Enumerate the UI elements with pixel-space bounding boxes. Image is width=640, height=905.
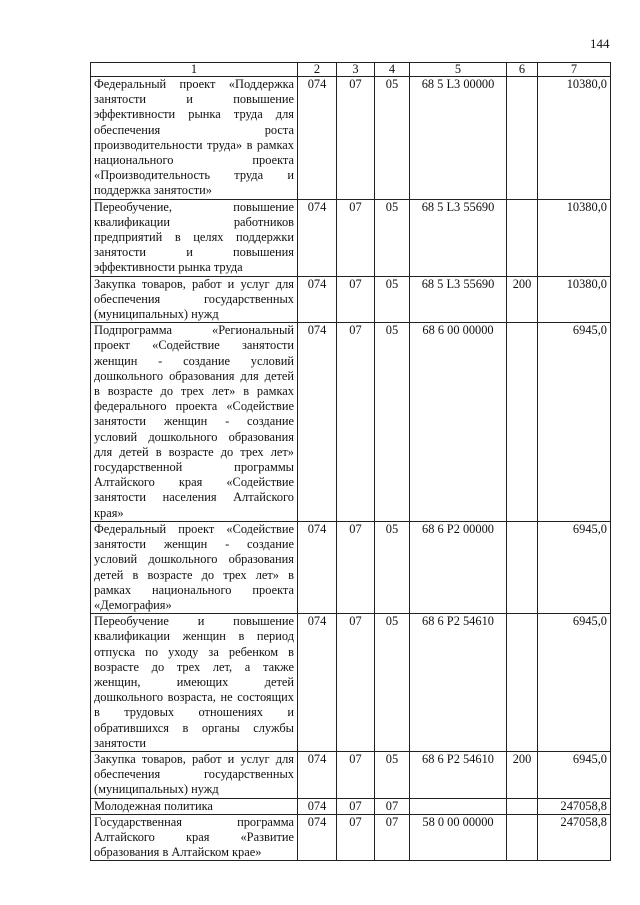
subsection-code: 05 <box>375 199 410 276</box>
expense-type-code <box>507 77 538 200</box>
row-name: Федеральный проект «Содействие занятости женщин - создание условий дошкольного образования детей в возрасте до трех лет» в рамках национального проекта «Демография» <box>91 521 298 613</box>
column-header: 7 <box>538 63 611 77</box>
table-row <box>91 276 611 323</box>
subsection-code: 05 <box>375 521 410 613</box>
target-article-code: 68 5 L3 55690 <box>410 199 507 276</box>
target-article-code: 68 6 P2 54610 <box>410 614 507 752</box>
subsection-code: 05 <box>375 77 410 200</box>
target-article-code <box>410 798 507 814</box>
subsection-code: 05 <box>375 323 410 522</box>
section-code: 07 <box>337 751 375 798</box>
row-name: Подпрограмма «Региональный проект «Содействие занятости женщин - создание условий дошкольного образования для детей в возрасте до трех лет» в рамках федерального проекта «Содействие занятости женщин - создание условий дошкольного образования для детей в возрасте до трех лет» государственной программы Алтайского края «Содействие занятости населения Алтайского края» <box>91 323 298 522</box>
column-header: 4 <box>375 63 410 77</box>
expense-type-code <box>507 199 538 276</box>
target-article-code: 68 6 00 00000 <box>410 323 507 522</box>
column-header: 6 <box>507 63 538 77</box>
amount: 247058,8 <box>538 798 611 814</box>
section-code: 07 <box>337 521 375 613</box>
section-code: 07 <box>337 814 375 861</box>
ministry-code: 074 <box>298 751 337 798</box>
column-header: 1 <box>91 63 298 77</box>
subsection-code: 07 <box>375 814 410 861</box>
budget-table <box>90 62 611 861</box>
table-row <box>91 77 611 200</box>
section-code: 07 <box>337 798 375 814</box>
table-row <box>91 798 611 814</box>
column-header: 3 <box>337 63 375 77</box>
subsection-code: 07 <box>375 798 410 814</box>
ministry-code: 074 <box>298 798 337 814</box>
row-name: Переобучение и повышение квалификации женщин в период отпуска по уходу за ребенком в возрасте до трех лет, а также женщин, имеющих детей дошкольного возраста, не состоящих в трудовых отношениях и обратившихся в органы службы занятости <box>91 614 298 752</box>
ministry-code: 074 <box>298 521 337 613</box>
row-name: Закупка товаров, работ и услуг для обеспечения государственных (муниципальных) нужд <box>91 751 298 798</box>
column-header: 5 <box>410 63 507 77</box>
row-name: Государственная программа Алтайского края «Развитие образования в Алтайском крае» <box>91 814 298 861</box>
row-name: Федеральный проект «Поддержка занятости и повышение эффективности рынка труда для обеспечения роста производительности труда» в рамках национального проекта «Производительность труда и поддержка занятости» <box>91 77 298 200</box>
expense-type-code <box>507 323 538 522</box>
amount: 6945,0 <box>538 751 611 798</box>
amount: 10380,0 <box>538 199 611 276</box>
ministry-code: 074 <box>298 814 337 861</box>
ministry-code: 074 <box>298 323 337 522</box>
amount: 10380,0 <box>538 77 611 200</box>
row-name: Молодежная политика <box>91 798 298 814</box>
target-article-code: 68 5 L3 55690 <box>410 276 507 323</box>
target-article-code: 58 0 00 00000 <box>410 814 507 861</box>
amount: 247058,8 <box>538 814 611 861</box>
table-row <box>91 751 611 798</box>
expense-type-code <box>507 798 538 814</box>
amount: 6945,0 <box>538 614 611 752</box>
amount: 6945,0 <box>538 521 611 613</box>
expense-type-code <box>507 521 538 613</box>
section-code: 07 <box>337 276 375 323</box>
page-number: 144 <box>590 36 610 51</box>
row-name: Закупка товаров, работ и услуг для обеспечения государственных (муниципальных) нужд <box>91 276 298 323</box>
ministry-code: 074 <box>298 77 337 200</box>
table-row <box>91 199 611 276</box>
subsection-code: 05 <box>375 614 410 752</box>
table-row <box>91 814 611 861</box>
header-row <box>91 63 611 77</box>
ministry-code: 074 <box>298 199 337 276</box>
ministry-code: 074 <box>298 276 337 323</box>
subsection-code: 05 <box>375 751 410 798</box>
section-code: 07 <box>337 199 375 276</box>
expense-type-code: 200 <box>507 751 538 798</box>
amount: 10380,0 <box>538 276 611 323</box>
section-code: 07 <box>337 323 375 522</box>
section-code: 07 <box>337 614 375 752</box>
column-header: 2 <box>298 63 337 77</box>
subsection-code: 05 <box>375 276 410 323</box>
amount: 6945,0 <box>538 323 611 522</box>
target-article-code: 68 6 P2 54610 <box>410 751 507 798</box>
table-row <box>91 521 611 613</box>
section-code: 07 <box>337 77 375 200</box>
table-row <box>91 614 611 752</box>
expense-type-code <box>507 814 538 861</box>
ministry-code: 074 <box>298 614 337 752</box>
expense-type-code: 200 <box>507 276 538 323</box>
expense-type-code <box>507 614 538 752</box>
target-article-code: 68 6 P2 00000 <box>410 521 507 613</box>
table-row <box>91 323 611 522</box>
target-article-code: 68 5 L3 00000 <box>410 77 507 200</box>
row-name: Переобучение, повышение квалификации работников предприятий в целях поддержки занятости и повышения эффективности рынка труда <box>91 199 298 276</box>
